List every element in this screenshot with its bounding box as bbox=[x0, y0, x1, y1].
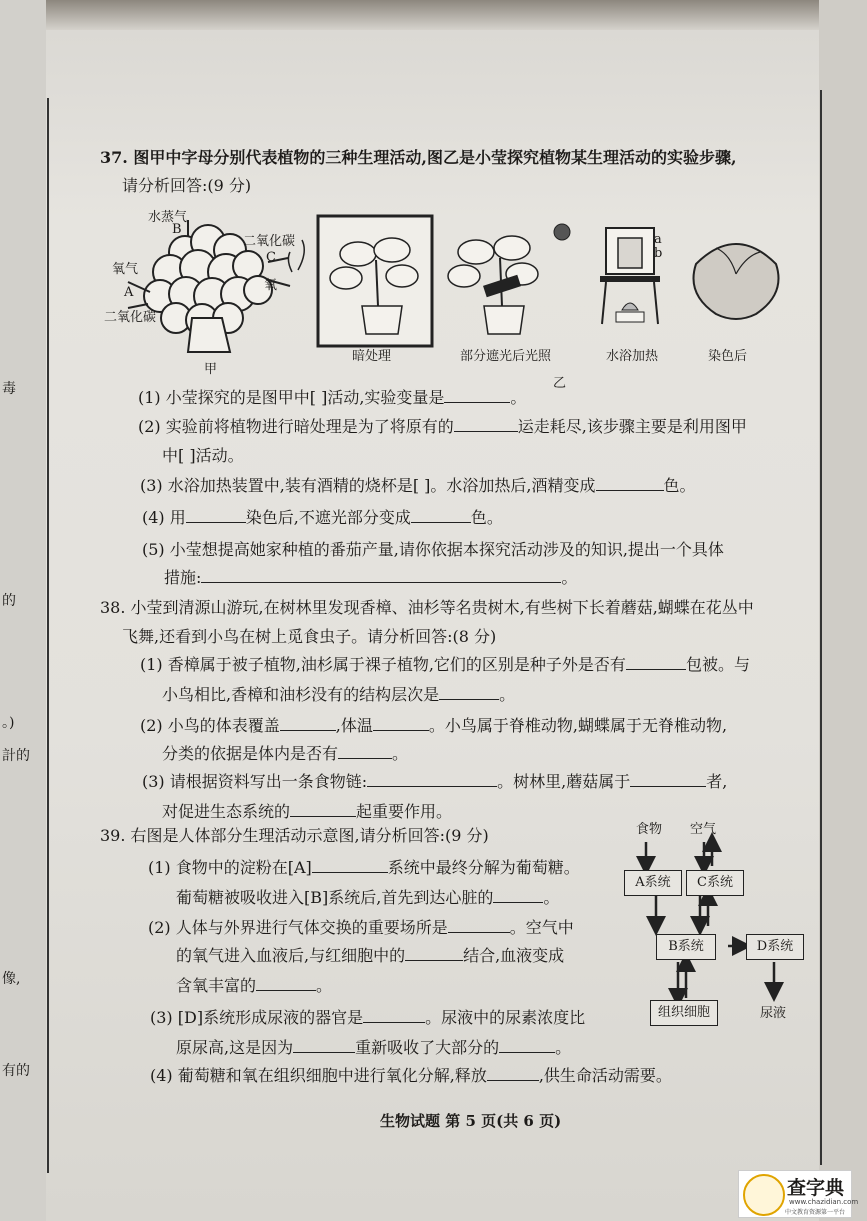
answer-blank[interactable] bbox=[290, 802, 356, 817]
diagram-system-C: C系统 bbox=[686, 870, 744, 896]
answer-blank[interactable] bbox=[280, 716, 336, 731]
label-co2-left: 二氧化碳 bbox=[104, 310, 157, 325]
right-border-line bbox=[820, 90, 822, 1165]
q38-stem-line1: 38. 小莹到清源山游玩,在树林里发现香樟、油杉等名贵树木,有些树下长着蘑菇,蝴蝶在花丛中 bbox=[100, 598, 754, 617]
diagram-urine: 尿液 bbox=[760, 1006, 787, 1021]
margin-fragment: 的 bbox=[2, 593, 16, 609]
q39-part1: (1) 食物中的淀粉在[A] 系统中最终分解为葡萄糖。 bbox=[148, 858, 580, 877]
q39-part3: (3) [D]系统形成尿液的器官是 。尿液中的尿素浓度比 bbox=[150, 1008, 586, 1027]
label-B: B bbox=[172, 222, 182, 237]
diagram-system-D: D系统 bbox=[746, 934, 804, 960]
answer-blank[interactable] bbox=[338, 744, 392, 759]
q39-part2-cont2: 含氧丰富的 。 bbox=[176, 976, 333, 995]
label-water-vapor: 水蒸气 bbox=[148, 210, 188, 225]
figure-yi-steps bbox=[316, 214, 796, 354]
answer-blank[interactable] bbox=[363, 1008, 425, 1023]
answer-blank[interactable] bbox=[201, 568, 561, 583]
label-jia: 甲 bbox=[204, 362, 218, 377]
q38-part3-cont: 对促进生态系统的 起重要作用。 bbox=[162, 802, 453, 821]
q37-part5: (5) 小莹想提高她家种植的番茄产量,请你依据本探究活动涉及的知识,提出一个具体 bbox=[142, 540, 724, 559]
logo-url: www.chazidian.com bbox=[789, 1198, 859, 1206]
label-A: A bbox=[124, 285, 134, 300]
answer-blank[interactable] bbox=[439, 685, 499, 700]
answer-blank[interactable] bbox=[487, 1066, 539, 1081]
q39-part1-cont: 葡萄糖被吸收进入[B]系统后,首先到达心脏的 。 bbox=[176, 888, 560, 907]
diagram-system-A: A系统 bbox=[624, 870, 682, 896]
next-page-edge bbox=[819, 0, 867, 1221]
logo-slogan: 中文教育资源第一平台 bbox=[785, 1209, 846, 1216]
q39-part4: (4) 葡萄糖和氧在组织细胞中进行氧化分解,释放 ,供生命活动需要。 bbox=[150, 1066, 672, 1085]
label-b: b bbox=[654, 246, 663, 261]
answer-blank[interactable] bbox=[596, 476, 664, 491]
q37-stem-line1: 37. 图甲中字母分别代表植物的三种生理活动,图乙是小莹探究植物某生理活动的实验步骤, bbox=[100, 148, 737, 167]
q38-part1-cont: 小鸟相比,香樟和油杉没有的结构层次是 。 bbox=[162, 685, 516, 704]
answer-blank[interactable] bbox=[186, 508, 246, 523]
answer-blank[interactable] bbox=[373, 716, 429, 731]
logo-mascot-icon bbox=[743, 1174, 785, 1216]
left-border-line bbox=[47, 98, 49, 1173]
q39-stem: 39. 右图是人体部分生理活动示意图,请分析回答:(9 分) bbox=[100, 826, 489, 845]
answer-blank[interactable] bbox=[444, 388, 510, 403]
answer-blank[interactable] bbox=[493, 888, 543, 903]
watermark-logo bbox=[738, 1170, 859, 1218]
answer-blank[interactable] bbox=[256, 976, 316, 991]
label-dark-treatment: 暗处理 bbox=[352, 349, 392, 364]
previous-page-edge bbox=[0, 0, 46, 1221]
diagram-tissue-cells: 组织细胞 bbox=[650, 1000, 718, 1026]
q37-stem-line2: 请分析回答:(9 分) bbox=[122, 176, 252, 195]
label-water-bath: 水浴加热 bbox=[606, 349, 659, 364]
answer-blank[interactable] bbox=[405, 946, 463, 961]
margin-fragment: 。) bbox=[2, 715, 15, 731]
q38-part3: (3) 请根据资料写出一条食物链: 。树林里,蘑菇属于 者, bbox=[142, 772, 728, 791]
q37-part2-cont: 中[ ]活动。 bbox=[162, 446, 244, 465]
label-after-staining: 染色后 bbox=[708, 349, 748, 364]
label-yi: 乙 bbox=[553, 376, 567, 391]
margin-fragment: 像, bbox=[2, 971, 21, 987]
q38-part2: (2) 小鸟的体表覆盖 ,体温 。小鸟属于脊椎动物,蝴蝶属于无脊椎动物, bbox=[140, 716, 728, 735]
page-footer: 生物试题 第 5 页(共 6 页) bbox=[380, 1112, 562, 1130]
diagram-food: 食物 bbox=[636, 822, 663, 837]
answer-blank[interactable] bbox=[367, 772, 497, 787]
label-oxygen-left: 氧气 bbox=[112, 262, 139, 277]
diagram-air: 空气 bbox=[690, 822, 717, 837]
q37-part3: (3) 水浴加热装置中,装有酒精的烧杯是[ ]。水浴加热后,酒精变成 色。 bbox=[140, 476, 696, 495]
q37-part5-cont: 措施: 。 bbox=[164, 568, 578, 587]
logo-title: 查字典 bbox=[787, 1177, 845, 1199]
answer-blank[interactable] bbox=[293, 1038, 355, 1053]
answer-blank[interactable] bbox=[454, 417, 518, 432]
label-partial-shade: 部分遮光后光照 bbox=[460, 349, 552, 364]
answer-blank[interactable] bbox=[448, 918, 510, 933]
answer-blank[interactable] bbox=[312, 858, 388, 873]
diagram-system-B: B系统 bbox=[656, 934, 716, 960]
q38-stem-line2: 飞舞,还看到小鸟在树上觅食虫子。请分析回答:(8 分) bbox=[122, 627, 497, 646]
margin-fragment: 計的 bbox=[2, 748, 30, 764]
q39-part2: (2) 人体与外界进行气体交换的重要场所是 。空气中 bbox=[148, 918, 574, 937]
answer-blank[interactable] bbox=[630, 772, 706, 787]
label-oxygen-right: 氧 bbox=[264, 278, 278, 293]
label-a: a bbox=[654, 232, 662, 247]
q37-part4: (4) 用 染色后,不遮光部分变成 色。 bbox=[142, 508, 503, 527]
q39-part3-cont: 原尿高,这是因为 重新吸收了大部分的 。 bbox=[176, 1038, 572, 1057]
label-C: C bbox=[266, 250, 276, 265]
q37-part1: (1) 小莹探究的是图甲中[ ]活动,实验变量是 。 bbox=[138, 388, 527, 407]
top-shadow bbox=[0, 0, 867, 30]
q37-part2: (2) 实验前将植物进行暗处理是为了将原有的 运走耗尽,该步骤主要是利用图甲 bbox=[138, 417, 747, 436]
answer-blank[interactable] bbox=[499, 1038, 555, 1053]
label-co2-top: 二氧化碳 bbox=[243, 234, 296, 249]
q38-part2-cont: 分类的依据是体内是否有 。 bbox=[162, 744, 409, 763]
q38-part1: (1) 香樟属于被子植物,油杉属于裸子植物,它们的区别是种子外是否有 包被。与 bbox=[140, 655, 750, 674]
q39-part2-cont: 的氧气进入血液后,与红细胞中的 结合,血液变成 bbox=[176, 946, 565, 965]
margin-fragment: 毒 bbox=[2, 381, 16, 397]
answer-blank[interactable] bbox=[626, 655, 686, 670]
margin-fragment: 有的 bbox=[2, 1063, 30, 1079]
answer-blank[interactable] bbox=[411, 508, 471, 523]
